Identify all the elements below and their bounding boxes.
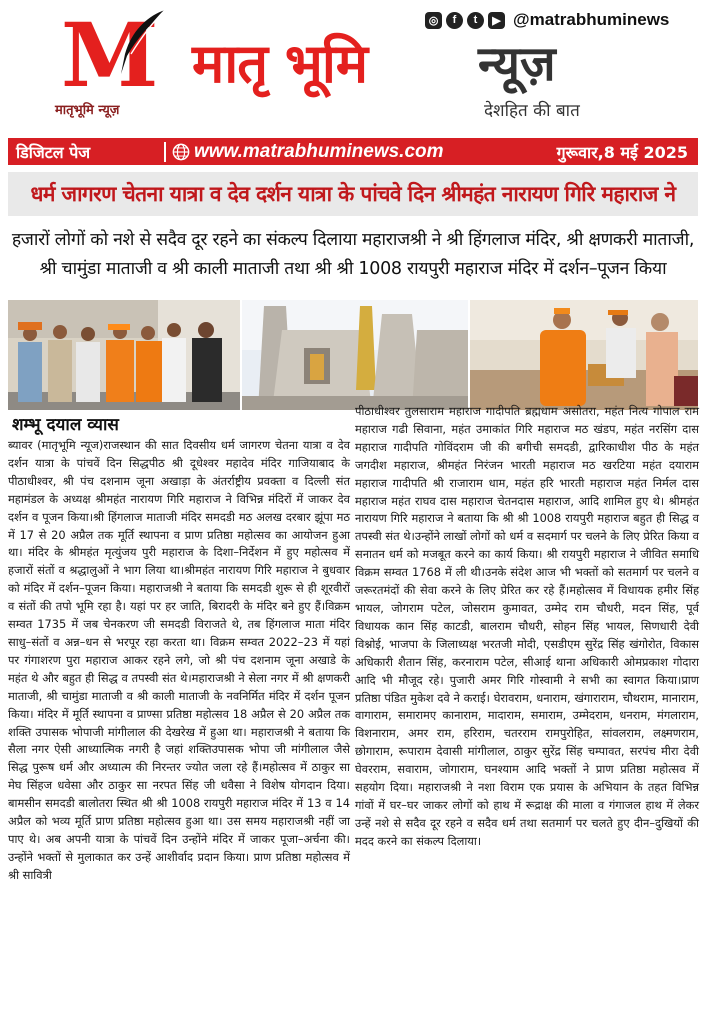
globe-icon bbox=[172, 143, 190, 161]
site-url-link[interactable]: www.matrabhuminews.com bbox=[194, 140, 444, 162]
article-column-right bbox=[355, 403, 699, 851]
masthead bbox=[0, 0, 705, 136]
photo-group-of-saints bbox=[8, 300, 240, 410]
logo-letter: M bbox=[61, 3, 159, 107]
quill-icon bbox=[117, 8, 167, 78]
photo-strip bbox=[8, 300, 698, 410]
issue-date: गुरूवार,8 मई 2025 bbox=[556, 142, 688, 162]
subheadline bbox=[8, 226, 698, 284]
strip-divider bbox=[164, 142, 166, 162]
brand-title: मातृ भूमि bbox=[192, 31, 368, 95]
social-handle[interactable]: @matrabhuminews bbox=[513, 10, 670, 29]
twitter-icon[interactable]: t bbox=[467, 12, 484, 29]
info-strip bbox=[8, 138, 698, 165]
photo-temple-architecture bbox=[242, 300, 468, 410]
brand-news: न्यूज़ bbox=[478, 36, 556, 92]
tagline: देशहित की बात bbox=[484, 101, 580, 121]
logo-subtitle: मातृभूमि न्यूज़ bbox=[55, 103, 120, 118]
subheadline-line-1: हजारों लोगों को नशे से सदैव दूर रहने का संकल्प दिलाया महाराजश्री ने श्री हिंगलाज मंदिर, श्री क्षणकरी माताजी, bbox=[11, 230, 695, 250]
photo-saints-meeting bbox=[470, 300, 698, 410]
article-text-right: पीठाधीश्वर तुलसाराम महाराज गादीपति ब्रह्मधाम असोतरा, महंत नित्य गोपाल राम महाराज गढी सिवाना, महंत उमाकांत गिरि महाराज मठ खंडप, महंत नरसिंग दास महाराज गादीपति गोविंदराम जी की बगीची समदडी, द्वारिकाधीश पीठ के महंत जगदीश महाराज, श्रीमहंत निरंजन भारती महाराज मठ खरटिया महंत दयाराम महाराज गादीपति श्री राजाराम धाम, महंत हरि भारती महाराज महंत निर्मल दास महाराज महंत राघव दास महाराज चेतनदास महाराज, आदि शामिल हुए थे। श्रीमहंत नारायण गिरि महाराज ने बताया कि श्री श्री 1008 रायपुरी महाराज बहुत ही सिद्ध व तपस्वी संत थे।उन्होंने लाखों लोगों को धर्म व सदमार्ग पर चलने के लिए प्रेरित किया व सनातन धर्म को मजबूत करने का कार्य किया। श्री रायपुरी महाराज ने जीवित समाधि विक्रम सम्वत 1768 में ली थी।उनके संदेश आज भी भक्तों को सतमार्ग पर चलने व जरूरतमंदों की सेवा करने के लिए प्रेरित कर रहे हैं।महोत्सव में विधायक हमीर सिंह भायल, जोगराम पटेल, जोसराम कुमावत, उम्मेद राम चौधरी, मदन सिंह, पूर्व विधायक कान सिंह काटडी, बालराम चौधरी, सोहन सिंह भायल, सिणधारी देवी विश्नोई, भाजपा के जिलाध्यक्ष भरतजी मोदी, एसडीएम सुरेंद्र सिंह खंगोरोत, विकास अधिकारी शैतान सिंह, करनाराम पटेल, सीआई थाना अधिकारी ओमप्रकाश गोदारा आदि भी मौजूद रहे। पुजारी अमर गिरि गोस्वामी ने सभी का स्वागत किया।प्राण प्रतिष्ठा पंडित मुकेश दवे ने कराई। घेरावराम, धनाराम, खंगाराराम, चौथराम, मानाराम, वागाराम, समारामए कानाराम, मादाराम, समाराम, उम्मेदराम, धनराम, मंगलाराम, विशनाराम, अमर राम, हरिराम, चतरराम रामपुरोहित, सांवलराम, लक्ष्मणराम, छोगाराम, रूपाराम देवासी मांगीलाल, ठाकुर सुरेंद्र सिंह चम्पावत, सरपंच मीरा देवी घेवरराम, सवाराम, जोगाराम, घनश्याम आदि भक्तों ने प्राण प्रतिष्ठा महोत्सव में सहयोग दिया। महाराजश्री ने नशा विराम एक प्रयास के अभियान के तहत विभिन्न गांवों में घर–घर जाकर लोगों को हाथ में रूद्राक्ष की माला व गंगाजल हाथ में लेकर उन्हें नशे से सदैव दूर रहने व सदैव धर्म तथा सतमार्ग पर चलते हुए दीन–दुखियों की मदद करने का संकल्प दिलाया। bbox=[355, 404, 699, 848]
facebook-icon[interactable]: f bbox=[446, 12, 463, 29]
byline: शम्भू दयाल व्यास bbox=[12, 415, 119, 435]
instagram-icon[interactable]: ◎ bbox=[425, 12, 442, 29]
page-label: डिजिटल पेज bbox=[16, 142, 91, 162]
article-text-left: ब्यावर (मातृभूमि न्यूज)राजस्थान की सात दिवसीय धर्म जागरण चेतना यात्रा व देव दर्शन यात्रा के पांचवें दिन सिद्धपीठ श्री दूधेश्वर महादेव मंदिर गाजियाबाद के पीठाधीश्वर, श्री पंच दशनाम जूना अखाड़ा के अंतर्राष्ट्रीय प्रवक्ता व दिल्ली संत महामंडल के अध्यक्ष श्रीमहंत नारायण गिरि महाराज ने विभिन्न मंदिरों में जाकर देव दर्शन व पूजन किया।श्री हिंगलाज माताजी मंदिर समदडी मठ अलख दरबार झूंपा मठ में 17 से 20 अप्रैल तक मूर्ति स्थापना व प्राण प्रतिष्ठा महोत्सव का आयोजन हुआ था। मंदिर के श्रीमहंत मृत्युंजय पुरी महाराज के दिशा–निर्देशन में हुए महोत्सव में हजारों संतों व श्रद्धालुओं ने भाग लिया था।श्रीमहंत नारायण गिरि महाराज ने बुधवार को मंदिर में दर्शन–पूजन किया। महाराजश्री ने बताया कि समदडी शुरू से ही शूरवीरों व संतों की तपो भूमि रहा है। यहां पर हर जाति, बिरादरी के मंदिर बने हुए हैं।विक्रम सम्वत 1735 में जब चेनकरण जी समदडी विराजते थे, तब हिंगलाज माता मंदिर साधु–संतों व अन्न–धन से भरपूर रहा करता था। विक्रम सम्वत 2022–23 में यहां पर गंगाशरण पुरा महाराज आकर रहने लगे, जो श्री पंच दशनाम जूना अखाडे के महंत थे और बहुत ही सिद्ध व तपस्वी संत थे।महाराजश्री ने सेला नगर में श्री क्षणकरी माताजी, श्री चामुंडा माताजी व श्री काली माताजी के नवनिर्मित मंदिर में दर्शन पूजन किया। मंदिर में मूर्ति स्थापना व प्राण्सा प्रतिष्ठा महोत्सव 18 अप्रैल से 20 अप्रैल तक शक्ति उपासक भोपाजी मांगीलाल की देखरेख में हुआ था। महाराजश्री ने बताया कि सैला नगर ऐसी आध्यात्मिक नगरी है जहां शक्तिउपासक भोपा जी मांगीलाल जैसे सिद्ध पुरूष धर्म और अध्यात्म की निरन्तर ज्योत जला रहे हैं।महोत्सव में ठाकुर सा मेघ सिंहज धवेसा और ठाकुर सा नरपत सिंह जी धवैसा ने विशेष योगदान दिया।बामसीन समदडी बालोतरा स्थित श्री श्री 1008 रायपुरी महाराज मंदिर में 13 व 14 अप्रैल को भव्य मूर्ति प्राण प्रतिष्ठा महोत्सव हुआ था। उस समय महाराजश्री नहीं जा पाए थे। अब अपनी यात्रा के पांचवें दिन उन्होंने मंदिर में जाकर पूजा–अर्चना की। उन्होंने भक्तों से मुलाकात कर उन्हें आशीर्वाद प्रदान किया। प्राण प्रतिष्ठा महोत्सव में श्री सावित्री bbox=[8, 438, 350, 882]
social-bar bbox=[425, 10, 669, 30]
subheadline-line-2: श्री चामुंडा माताजी व श्री काली माताजी तथा श्री श्री 1008 रायपुरी महाराज मंदिर में दर्शन–पूजन किया bbox=[39, 259, 667, 279]
headline-box bbox=[8, 172, 698, 216]
brand-logo bbox=[55, 3, 175, 120]
article-column-left bbox=[8, 437, 350, 885]
headline: धर्म जागरण चेतना यात्रा व देव दर्शन यात्रा के पांचवे दिन श्रीमहंत नारायण गिरि महाराज ने bbox=[30, 182, 676, 206]
youtube-icon[interactable]: ▶ bbox=[488, 12, 505, 29]
